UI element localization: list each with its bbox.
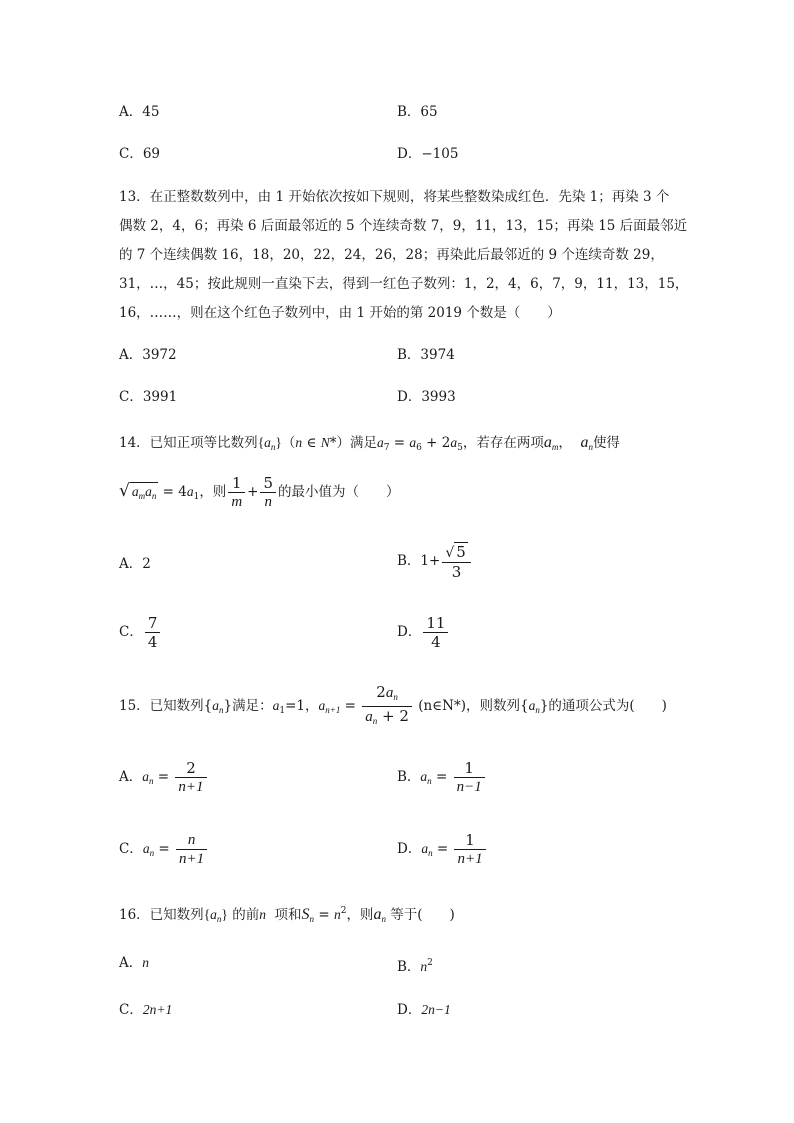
q16-option-b[interactable]: B．$n^2$ xyxy=(397,958,433,975)
q13-option-d[interactable]: D．3993 xyxy=(397,389,456,405)
q13-option-a[interactable]: A．3972 xyxy=(119,347,177,363)
q16-stem-text-4: ，则 xyxy=(346,907,374,923)
q12-option-a[interactable]: A．45 xyxy=(119,104,160,120)
q16-stem-text-5: 等于( ) xyxy=(390,907,455,923)
q15-option-d-label: D． xyxy=(397,841,422,857)
q15-option-b-den: n−1 xyxy=(456,779,482,795)
q16-option-a-value: n xyxy=(142,955,149,970)
q14-stem-text-4: 使得 xyxy=(592,435,620,451)
q14-stem-text-5: ，则 xyxy=(199,484,227,500)
q15-stem-text-5: }的通项公式为( ) xyxy=(539,698,667,714)
q14-stem-line-2: √ $a_ma_n = 4a_1$，则 $\frac{1}{m}$ + $\frac{5}{n}$ 的最小值为（ ） xyxy=(119,474,400,510)
q14-stem-text-6: 的最小值为（ ） xyxy=(278,484,400,500)
q12-option-c[interactable]: C．69 xyxy=(119,146,161,162)
q15-stem-text-3: =1， xyxy=(285,698,319,714)
q16-option-b-value: n xyxy=(420,959,428,974)
q14-option-d[interactable] xyxy=(397,614,450,651)
q16-option-a[interactable] xyxy=(119,954,149,972)
q13-option-c[interactable]: C．3991 xyxy=(119,389,178,405)
q15-stem-text: 15．已知数列{ xyxy=(119,698,213,714)
q15-option-d-num: 1 xyxy=(454,831,485,850)
q14-option-d-den: 4 xyxy=(431,633,441,651)
q14-option-b-value: 1+ xyxy=(420,553,441,569)
q16-stem-text: 16．已知数列 xyxy=(119,907,204,923)
q14-option-b-label: B． xyxy=(397,553,421,569)
q14-option-a-label: A． xyxy=(119,556,143,572)
q13-option-b[interactable]: B．3974 xyxy=(397,347,455,363)
q14-stem-text: 14．已知正项等比数列 xyxy=(119,435,258,451)
q15-option-a-den: n+1 xyxy=(178,779,204,795)
q12-option-b[interactable]: B．65 xyxy=(397,104,438,120)
q15-option-b-label: B． xyxy=(397,769,421,785)
q13-stem-line: 16，……，则在这个红色子数列中，由 1 开始的第 2019 个数是（ ） xyxy=(119,305,561,321)
q16-option-c-label: C． xyxy=(119,1002,143,1018)
q14-stem-text-3: ，若存在两项 xyxy=(462,435,544,451)
q13-stem-line: 偶数 2，4，6；再染 6 后面最邻近的 5 个连续奇数 7，9，11，13，15；再染 15 后面最邻近 xyxy=(119,218,688,234)
q15-option-c-den: n+1 xyxy=(179,851,205,867)
q16-option-b-label: B． xyxy=(397,959,421,975)
q15-option-b[interactable]: B．$a_n$ = $\frac{1}{n-1}$ xyxy=(397,759,487,796)
q14-stem-text-2: 满足 xyxy=(350,435,377,451)
q12-option-d[interactable]: D．−105 xyxy=(397,146,459,162)
q14-option-c-den: 4 xyxy=(147,633,158,651)
q15-option-d-den: n+1 xyxy=(457,851,483,867)
q15-stem: 15．已知数列$\{a_n\}$满足：$a_1=1$，$a_{n+1}$ = $\frac{2a_n}{a_n + 2}$ (n∈N*)，则数列$\{a_n\}$的通项公式为( ) xyxy=(119,683,667,726)
q15-option-c-num: n xyxy=(176,831,207,850)
q16-stem-text-2: 的前 xyxy=(232,907,260,923)
q14-option-a[interactable] xyxy=(119,555,151,573)
q16-option-d-label: D． xyxy=(397,1002,422,1018)
q15-stem-text-2: }满足： xyxy=(223,698,273,714)
q15-option-c-label: C． xyxy=(119,841,143,857)
q16-option-a-label: A． xyxy=(119,955,143,971)
q16-option-c[interactable] xyxy=(119,1001,172,1019)
q14-option-a-value: 2 xyxy=(142,556,151,572)
q15-option-b-num: 1 xyxy=(454,759,485,778)
q13-stem-line: 的 7 个连续偶数 16，18，20，22，24，26，28；再染此后最邻近的 9 个连续奇数 29， xyxy=(119,247,664,263)
q13-stem xyxy=(119,183,688,328)
q16-stem-text-3: 项和 xyxy=(274,907,302,923)
q16-option-c-value: 2n+1 xyxy=(142,1002,173,1017)
q15-stem-text-4: (n∈N*)，则数列{ xyxy=(418,698,529,714)
q14-option-d-num: 11 xyxy=(423,614,448,633)
q13-stem-line: 31，…，45；按此规则一直染下去，得到一红色子数列：1，2，4，6，7，9，11，13，15， xyxy=(119,276,689,292)
q15-option-d[interactable]: D．$a_n$ = $\frac{1}{n+1}$ xyxy=(397,831,488,868)
q16-option-d-value: 2n−1 xyxy=(421,1002,451,1017)
q14-option-c-label: C． xyxy=(119,624,143,640)
q15-option-a-num: 2 xyxy=(175,759,206,778)
q15-option-c[interactable]: C．$a_n$ = $\frac{n}{n+1}$ xyxy=(119,831,209,868)
q15-option-a-label: A． xyxy=(119,769,143,785)
q16-stem: 16．已知数列$\{a_n\}$ 的前n 项和$S_n = n^2$，则$a_n$ 等于( ) xyxy=(119,906,455,924)
q14-option-c-num: 7 xyxy=(145,614,161,633)
q15-option-a[interactable]: A．$a_n$ = $\frac{2}{n+1}$ xyxy=(119,759,209,796)
q13-stem-line: 13．在正整数数列中，由 1 开始依次按如下规则，将某些整数染成红色．先染 1；再染 3 个 xyxy=(119,189,670,205)
q14-option-b[interactable]: B．1+ $\frac{√ 5}{3}$ xyxy=(397,542,473,581)
q14-option-c[interactable] xyxy=(119,614,162,651)
q16-option-d[interactable] xyxy=(397,1001,451,1019)
q14-option-d-label: D． xyxy=(397,624,422,640)
q14-stem-line-1: 14．已知正项等比数列$\{a_n\}(n$ ∈ N*）满足$a_7 = a_6 + 2a_5$，若存在两项$a_m$， $a_n$使得 xyxy=(119,434,620,453)
